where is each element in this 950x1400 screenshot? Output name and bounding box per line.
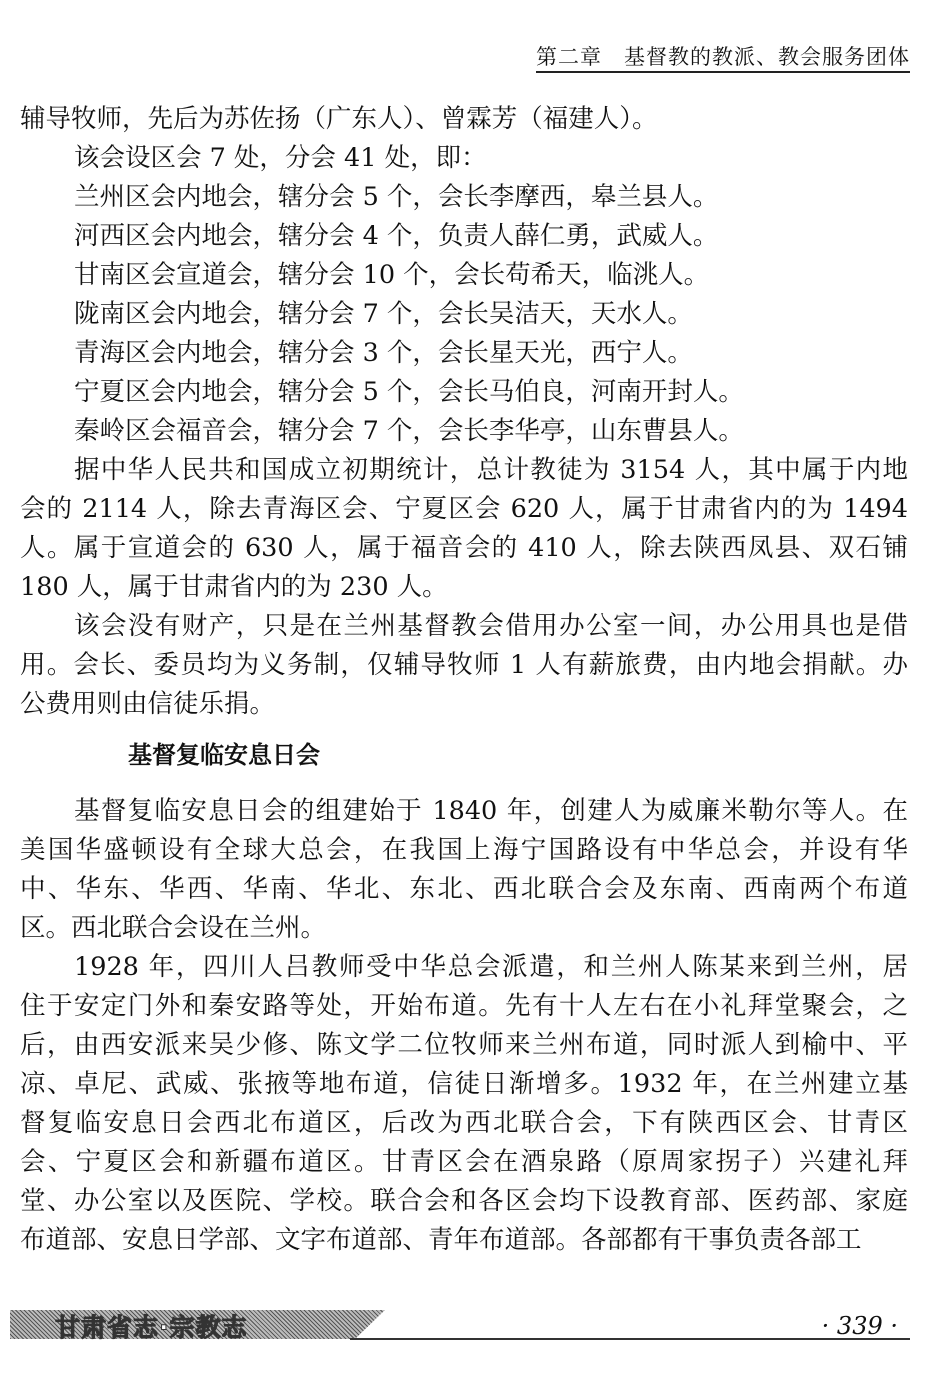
text-line: 堂、办公室以及医院、学校。联合会和各区会均下设教育部、医药部、家庭 [20, 1186, 908, 1216]
paragraph [20, 178, 908, 217]
text-line: 基督复临安息日会的组建始于 1840 年，创建人为威廉米勒尔等人。在 [74, 796, 908, 826]
text-line: 1928 年，四川人吕教师受中华总会派遣，和兰州人陈某来到兰州，居 [74, 952, 908, 982]
text-line: 督复临安息日会西北布道区，后改为西北联合会，下有陕西区会、甘青区 [20, 1108, 908, 1138]
paragraph [20, 100, 908, 139]
text-line: 用。会长、委员均为义务制，仅辅导牧师 1 人有薪旅费，由内地会捐献。办 [20, 650, 908, 680]
paragraphs-after [20, 792, 908, 1260]
paragraph [20, 948, 908, 1260]
text-line: 该会设区会 7 处，分会 41 处，即： [74, 143, 487, 173]
chapter-label: 第二章 [536, 45, 602, 69]
paragraph [20, 334, 908, 373]
paragraphs-before [20, 100, 908, 724]
text-line: 兰州区会内地会，辖分会 5 个，会长李摩西，皋兰县人。 [74, 182, 719, 212]
footer-book-title: 甘肃省志·宗教志 [55, 1313, 248, 1342]
text-line: 人。属于宣道会的 630 人，属于福音会的 410 人，除去陕西凤县、双石铺 [20, 533, 908, 563]
paragraph [20, 373, 908, 412]
paragraph [20, 139, 908, 178]
text-line: 中、华东、华西、华南、华北、东北、西北联合会及东南、西南两个布道 [20, 874, 908, 904]
page-body [20, 100, 908, 1260]
paragraph [20, 792, 908, 948]
text-line: 宁夏区会内地会，辖分会 5 个，会长马伯良，河南开封人。 [74, 377, 744, 407]
paragraph [20, 295, 908, 334]
text-line: 该会没有财产，只是在兰州基督教会借用办公室一间，办公用具也是借 [74, 611, 908, 641]
paragraph [20, 217, 908, 256]
text-line: 住于安定门外和秦安路等处，开始布道。先有十人左右在小礼拜堂聚会，之 [20, 991, 908, 1021]
text-line: 区。西北联合会设在兰州。 [20, 913, 327, 943]
text-line: 会、宁夏区会和新疆布道区。甘青区会在酒泉路（原周家拐子）兴建礼拜 [20, 1147, 908, 1177]
text-line: 秦岭区会福音会，辖分会 7 个，会长李华亭，山东曹县人。 [74, 416, 744, 446]
text-line: 后，由西安派来吴少修、陈文学二位牧师来兰州布道，同时派人到榆中、平 [20, 1030, 908, 1060]
text-line: 青海区会内地会，辖分会 3 个，会长星天光，西宁人。 [74, 338, 693, 368]
text-line: 陇南区会内地会，辖分会 7 个，会长吴洁天，天水人。 [74, 299, 693, 329]
paragraph [20, 451, 908, 607]
paragraph [20, 412, 908, 451]
page-number: · 339 · [821, 1312, 898, 1340]
text-line: 甘南区会宣道会，辖分会 10 个，会长苟希天，临洮人。 [74, 260, 710, 290]
text-line: 布道部、安息日学部、文字布道部、青年布道部。各部都有干事负责各部工 [20, 1225, 862, 1255]
text-line: 据中华人民共和国成立初期统计，总计教徒为 3154 人，其中属于内地 [74, 455, 908, 485]
text-line: 辅导牧师，先后为苏佐扬（广东人）、曾霖芳（福建人）。 [20, 104, 658, 134]
section-heading: 基督复临安息日会 [128, 741, 320, 769]
paragraph [20, 256, 908, 295]
text-line: 凉、卓尼、武威、张掖等地布道，信徒日渐增多。1932 年，在兰州建立基 [20, 1069, 908, 1099]
running-header [536, 44, 910, 73]
paragraph [20, 607, 908, 724]
text-line: 美国华盛顿设有全球大总会，在我国上海宁国路设有中华总会，并设有华 [20, 835, 908, 865]
text-line: 会的 2114 人，除去青海区会、宁夏区会 620 人，属于甘肃省内的为 1494 [20, 494, 908, 524]
text-line: 河西区会内地会，辖分会 4 个，负责人薛仁勇，武威人。 [74, 221, 719, 251]
text-line: 公费用则由信徒乐捐。 [20, 689, 276, 719]
text-line: 180 人，属于甘肃省内的为 230 人。 [20, 572, 448, 602]
chapter-title: 基督教的教派、教会服务团体 [624, 45, 910, 69]
